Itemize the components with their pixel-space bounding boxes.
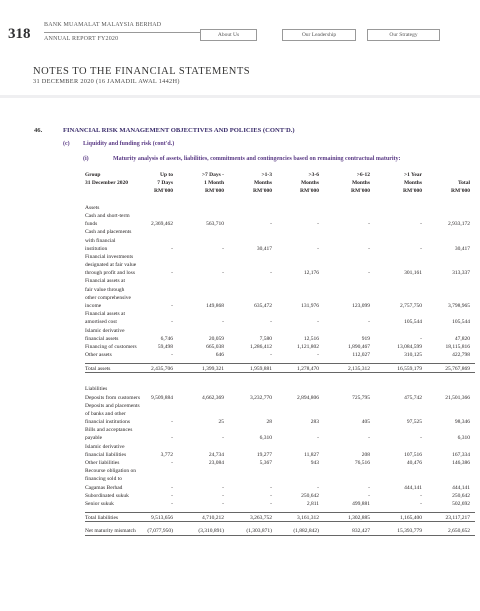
- cell-value: 131,976: [301, 303, 319, 309]
- cell-value: 40,476: [406, 460, 422, 466]
- column-header: RM'000: [351, 188, 370, 195]
- column-header: >1-3: [261, 172, 272, 178]
- cell-value: 30,417: [454, 245, 470, 252]
- column-header: Total: [457, 180, 470, 187]
- cell-value: 5,367: [259, 460, 272, 466]
- cell-value: (1,882,842): [293, 528, 319, 535]
- total-liabilities-row: [85, 512, 475, 522]
- column-header: Months: [253, 180, 272, 187]
- cell-value: 2,435,706: [151, 366, 173, 373]
- subsection-label: (c): [63, 141, 70, 147]
- report-name: ANNUAL REPORT FY2020: [44, 36, 119, 42]
- cell-value: 208: [361, 451, 370, 458]
- cell-value: 301,161: [404, 270, 422, 277]
- column-header: RM'000: [205, 188, 224, 195]
- cell-value: 146,386: [452, 460, 470, 466]
- cell-value: 107,516: [404, 451, 422, 458]
- column-header: >3-6: [308, 172, 319, 178]
- cell-value: 2,757,750: [400, 303, 422, 309]
- cell-value: 2,811: [306, 500, 319, 507]
- row-label: designated at fair value: [85, 262, 137, 269]
- table-row: [85, 467, 475, 475]
- cell-value: -: [420, 221, 422, 228]
- table-row: [85, 492, 475, 500]
- cell-value: 15,393,779: [397, 528, 422, 535]
- cell-value: 283: [310, 419, 319, 426]
- cell-value: 725,795: [352, 394, 370, 401]
- table-row: [85, 385, 475, 393]
- row-label: financial institutions: [85, 419, 131, 426]
- cell-value: -: [317, 245, 319, 252]
- column-header: 1 Month: [203, 180, 224, 187]
- cell-value: 635,472: [254, 303, 272, 309]
- cell-value: 475,742: [404, 394, 422, 401]
- table-row: [85, 351, 475, 359]
- cell-value: -: [420, 435, 422, 442]
- table-row: [85, 228, 475, 236]
- row-label: Deposits from customers: [85, 394, 140, 401]
- row-label: Cagamas Berhad: [85, 484, 123, 491]
- cell-value: -: [270, 492, 272, 499]
- cell-value: 167,334: [452, 451, 470, 458]
- row-label: Deposits and placements: [85, 402, 140, 409]
- column-header: 7 Days: [157, 180, 173, 187]
- row-label: Financial assets at: [85, 278, 126, 285]
- cell-value: 2,933,172: [448, 221, 470, 228]
- cell-value: 23,117,217: [445, 515, 470, 522]
- cell-value: 3,232,770: [250, 394, 272, 401]
- column-header: RM'000: [403, 188, 422, 195]
- cell-value: 149,868: [206, 303, 224, 309]
- cell-value: -: [171, 352, 173, 359]
- row-label: Assets: [85, 204, 100, 211]
- cell-value: 2,369,462: [151, 221, 173, 228]
- cell-value: 9,513,656: [151, 515, 173, 522]
- row-label: Subordinated sukuk: [85, 492, 129, 499]
- row-label: of banks and other: [85, 410, 126, 417]
- cell-value: -: [317, 319, 319, 326]
- subsubsection-label: (i): [83, 156, 89, 162]
- page-number: 318: [8, 26, 31, 42]
- cell-value: -: [171, 245, 173, 252]
- row-label: Financial investments: [85, 253, 134, 260]
- cell-value: (1,303,871): [246, 528, 272, 535]
- section-number: 46.: [34, 127, 43, 134]
- cell-value: 1,302,885: [348, 515, 370, 522]
- table-row: [85, 443, 475, 451]
- table-row: [85, 302, 475, 310]
- cell-value: 76,516: [354, 460, 370, 466]
- cell-value: -: [171, 500, 173, 507]
- cell-value: -: [222, 270, 224, 277]
- cell-value: -: [420, 335, 422, 342]
- cell-value: 646: [215, 352, 224, 359]
- cell-value: -: [368, 270, 370, 277]
- page-subtitle-date: 31 DECEMBER 2020 (16 JAMADIL AWAL 1442H): [33, 78, 180, 85]
- column-header: Months: [300, 180, 319, 187]
- cell-value: 502,692: [452, 500, 470, 507]
- table-row: [85, 245, 475, 253]
- table-row: [85, 204, 475, 212]
- table-row: [85, 269, 475, 277]
- cell-value: 112,027: [352, 352, 370, 359]
- subsubsection-title: Maturity analysis of assets, liabilities, commitments and contingencies based on remaining contractual maturity:: [113, 156, 401, 162]
- cell-value: -: [368, 435, 370, 442]
- cell-value: -: [270, 484, 272, 491]
- cell-value: 18,115,816: [445, 343, 470, 350]
- cell-value: 250,642: [301, 492, 319, 499]
- cell-value: 422,798: [452, 352, 470, 359]
- row-label: Islamic derivative: [85, 443, 125, 450]
- row-label: through profit and loss: [85, 270, 135, 277]
- cell-value: 19,277: [256, 451, 272, 458]
- cell-value: -: [270, 319, 272, 326]
- row-label: Liabilities: [85, 386, 108, 393]
- cell-value: 12,516: [303, 335, 319, 342]
- cell-value: 3,263,752: [250, 515, 272, 522]
- cell-value: 1,121,802: [297, 343, 319, 350]
- cell-value: 23,084: [208, 460, 224, 466]
- cell-value: -: [317, 435, 319, 442]
- cell-value: 4,662,369: [202, 394, 224, 401]
- table-row: [85, 237, 475, 245]
- table-row: [85, 451, 475, 459]
- cell-value: 16,559,179: [397, 366, 422, 373]
- cell-value: -: [171, 460, 173, 466]
- cell-value: -: [270, 500, 272, 507]
- row-label: Other liabilities: [85, 460, 120, 466]
- table-row: [85, 459, 475, 467]
- table-row: [85, 261, 475, 269]
- row-label: Financial assets at: [85, 311, 126, 318]
- table-row: [85, 327, 475, 335]
- cell-value: -: [270, 221, 272, 228]
- header-rule: [44, 32, 200, 33]
- cell-value: 21,501,366: [445, 394, 470, 401]
- cell-value: 6,746: [160, 335, 173, 342]
- cell-value: 832,427: [352, 528, 370, 535]
- cell-value: 123,099: [352, 303, 370, 309]
- cell-value: -: [270, 352, 272, 359]
- net-mismatch-row: [85, 526, 475, 536]
- cell-value: -: [317, 484, 319, 491]
- row-label: payable: [85, 435, 103, 442]
- table-row: [85, 434, 475, 442]
- cell-value: 98,346: [454, 419, 470, 426]
- section-divider: [0, 95, 480, 98]
- cell-value: 97,525: [406, 419, 422, 426]
- row-label: Cash and short-term: [85, 212, 130, 219]
- cell-value: -: [171, 319, 173, 326]
- row-label: fair value through: [85, 286, 125, 293]
- cell-value: 1,399,321: [202, 366, 224, 373]
- table-header-row: [85, 187, 475, 195]
- row-label: institution: [85, 245, 108, 252]
- table-row: [85, 212, 475, 220]
- row-label: Cash and placements: [85, 229, 132, 236]
- cell-value: -: [222, 500, 224, 507]
- page-title: NOTES TO THE FINANCIAL STATEMENTS: [33, 66, 251, 77]
- row-label: Total liabilities: [85, 515, 119, 522]
- cell-value: 4,710,212: [202, 515, 224, 522]
- table-row: [85, 475, 475, 483]
- cell-value: 20,059: [208, 335, 224, 342]
- column-header: RM'000: [253, 188, 272, 195]
- cell-value: 563,710: [206, 221, 224, 228]
- cell-value: -: [171, 435, 173, 442]
- cell-value: -: [171, 484, 173, 491]
- cell-value: 3,161,312: [297, 515, 319, 522]
- column-header: RM'000: [451, 188, 470, 195]
- cell-value: 47,820: [454, 335, 470, 342]
- table-header-row: [85, 171, 475, 179]
- table-row: [85, 310, 475, 318]
- row-label: Islamic derivative: [85, 327, 125, 334]
- subsection-title: Liquidity and funding risk (cont'd.): [83, 141, 175, 147]
- table-row: [85, 418, 475, 426]
- nav-about-us-button[interactable]: About Us: [200, 29, 257, 41]
- cell-value: 444,141: [404, 484, 422, 491]
- row-label: Other assets: [85, 352, 112, 359]
- cell-value: 499,881: [352, 500, 370, 507]
- row-label: Total assets: [85, 366, 111, 373]
- row-label: with financial: [85, 237, 116, 244]
- cell-value: 3,798,965: [448, 303, 470, 309]
- table-row: [85, 335, 475, 343]
- table-row: [85, 318, 475, 326]
- bank-name: BANK MUAMALAT MALAYSIA BERHAD: [44, 22, 162, 28]
- cell-value: -: [317, 221, 319, 228]
- nav-our-strategy-button[interactable]: Our Strategy: [367, 29, 440, 41]
- nav-our-leadership-button[interactable]: Our Leadership: [282, 29, 356, 41]
- cell-value: 105,544: [452, 319, 470, 326]
- cell-value: 25,767,869: [445, 366, 470, 373]
- cell-value: -: [368, 221, 370, 228]
- table-row: [85, 402, 475, 410]
- cell-value: 2,650,652: [448, 528, 470, 535]
- row-label: amortised cost: [85, 319, 117, 326]
- row-label: income: [85, 303, 102, 309]
- cell-value: 1,959,881: [250, 366, 272, 373]
- cell-value: 310,125: [404, 352, 422, 359]
- row-label: Net maturity mismatch: [85, 528, 136, 535]
- table-row: [85, 294, 475, 302]
- cell-value: -: [420, 492, 422, 499]
- cell-value: -: [171, 492, 173, 499]
- cell-value: -: [222, 435, 224, 442]
- cell-value: 1,165,400: [400, 515, 422, 522]
- table-row: [85, 286, 475, 294]
- table-row: [85, 277, 475, 285]
- cell-value: 25: [218, 419, 224, 426]
- table-row: [85, 220, 475, 228]
- cell-value: -: [222, 319, 224, 326]
- cell-value: 13,084,599: [397, 343, 422, 350]
- cell-value: -: [222, 484, 224, 491]
- row-label: funds: [85, 221, 98, 228]
- cell-value: 444,141: [452, 484, 470, 491]
- cell-value: -: [171, 303, 173, 309]
- cell-value: 250,642: [452, 492, 470, 499]
- cell-value: -: [317, 352, 319, 359]
- row-label: financing sold to: [85, 476, 122, 483]
- table-header-row: [85, 179, 475, 187]
- cell-value: -: [368, 492, 370, 499]
- column-header: >1 Year: [403, 172, 422, 178]
- section-title: FINANCIAL RISK MANAGEMENT OBJECTIVES AND POLICIES (CONT'D.): [63, 127, 295, 134]
- header-label: 31 December 2020: [85, 180, 128, 187]
- table-row: [85, 410, 475, 418]
- cell-value: 7,580: [259, 335, 272, 342]
- cell-value: -: [368, 484, 370, 491]
- cell-value: 12,176: [303, 270, 319, 277]
- cell-value: -: [420, 500, 422, 507]
- cell-value: -: [222, 492, 224, 499]
- cell-value: 1,890,467: [348, 343, 370, 350]
- cell-value: 30,417: [256, 245, 272, 252]
- cell-value: 1,286,412: [250, 343, 272, 350]
- maturity-table: [85, 171, 475, 536]
- table-row: [85, 343, 475, 351]
- cell-value: 2,135,312: [348, 366, 370, 373]
- cell-value: 9,509,884: [151, 394, 173, 401]
- cell-value: -: [368, 319, 370, 326]
- cell-value: 105,544: [404, 319, 422, 326]
- column-header: >7 Days -: [201, 172, 224, 178]
- cell-value: 24,734: [208, 451, 224, 458]
- cell-value: 1,278,470: [297, 366, 319, 373]
- cell-value: 405: [361, 419, 370, 426]
- column-header: >6-12: [356, 172, 370, 178]
- cell-value: -: [171, 419, 173, 426]
- table-row: [85, 484, 475, 492]
- cell-value: -: [368, 245, 370, 252]
- cell-value: -: [270, 270, 272, 277]
- column-header: Up to: [160, 172, 173, 178]
- cell-value: 59,498: [157, 343, 173, 350]
- cell-value: -: [420, 245, 422, 252]
- cell-value: 665,038: [206, 343, 224, 350]
- table-row: [85, 253, 475, 261]
- cell-value: -: [171, 270, 173, 277]
- column-header: Months: [403, 180, 422, 187]
- cell-value: (3,310,891): [198, 528, 224, 535]
- column-header: Months: [351, 180, 370, 187]
- row-label: Financing of customers: [85, 343, 137, 350]
- cell-value: 3,772: [160, 451, 173, 458]
- row-label: financial liabilities: [85, 451, 127, 458]
- column-header: RM'000: [300, 188, 319, 195]
- cell-value: 6,310: [457, 435, 470, 442]
- cell-value: 6,310: [259, 435, 272, 442]
- cell-value: 28: [266, 419, 272, 426]
- cell-value: 943: [310, 460, 319, 466]
- table-row: [85, 500, 475, 508]
- cell-value: 2,894,806: [297, 394, 319, 401]
- cell-value: 11,827: [304, 451, 319, 458]
- cell-value: 313,337: [452, 270, 470, 277]
- cell-value: (7,077,950): [147, 528, 173, 535]
- table-row: [85, 426, 475, 434]
- row-label: Bills and acceptances: [85, 427, 133, 434]
- table-row: [85, 394, 475, 402]
- row-label: Senior sukuk: [85, 500, 114, 507]
- total-assets-row: [85, 363, 475, 373]
- column-header: RM'000: [154, 188, 173, 195]
- cell-value: 919: [361, 335, 370, 342]
- header-label: Group: [85, 172, 101, 178]
- row-label: Recourse obligation on: [85, 468, 137, 475]
- table-row: [85, 196, 475, 204]
- row-label: financial assets: [85, 335, 119, 342]
- row-label: other comprehensive: [85, 294, 131, 301]
- cell-value: -: [222, 245, 224, 252]
